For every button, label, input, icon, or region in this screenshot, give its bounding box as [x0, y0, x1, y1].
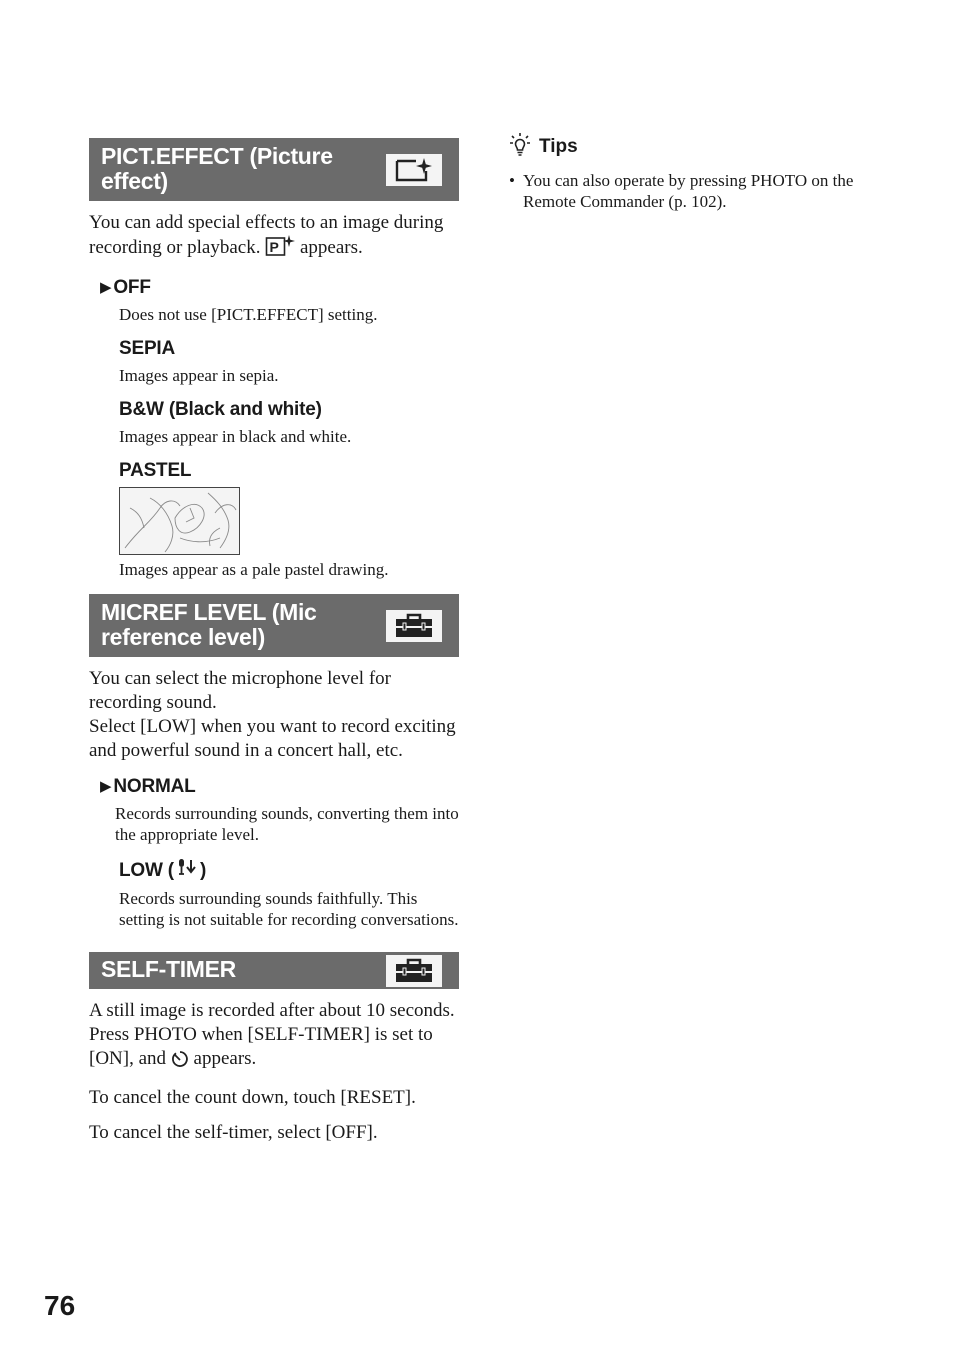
list-item: • You can also operate by pressing PHOTO on the Remote Commander (p. 102). — [509, 170, 869, 212]
option-description: Images appear in sepia. — [119, 366, 279, 385]
lightbulb-icon — [509, 132, 531, 162]
option-label-text: B&W (Black and white) — [119, 399, 322, 420]
micref-header — [89, 594, 459, 657]
option-label-suffix: ) — [199, 859, 207, 881]
tips-title: Tips — [539, 136, 578, 157]
option-label-text: LOW ( — [119, 859, 174, 881]
self-timer-p4: To cancel the self-timer, select [OFF]. — [89, 1122, 378, 1143]
toolbox-icon — [386, 610, 442, 642]
pict-effect-header — [89, 138, 459, 201]
micref-option-normal — [89, 775, 459, 845]
pict-effect-intro-suffix: appears. — [299, 237, 363, 258]
option-label — [100, 337, 459, 361]
self-timer-p3: To cancel the count down, touch [RESET]. — [89, 1087, 416, 1108]
self-timer-icon — [171, 1050, 189, 1075]
left-column — [89, 138, 459, 1145]
pict-effect-inline-icon — [265, 235, 295, 264]
self-timer-header — [89, 952, 459, 989]
pict-effect-title-line2: effect) — [101, 168, 168, 194]
page-number: 76 — [44, 1290, 76, 1321]
option-label-text: OFF — [113, 277, 151, 298]
option-label — [100, 276, 459, 300]
self-timer-p2-suffix: appears. — [193, 1048, 257, 1069]
option-label — [100, 775, 459, 799]
option-label-text: SEPIA — [119, 338, 176, 359]
right-column — [509, 132, 869, 212]
pict-effect-option-pastel — [89, 459, 459, 580]
default-marker-icon: ▶ — [100, 279, 112, 296]
mic-low-icon — [177, 857, 197, 884]
self-timer-p2 — [89, 1023, 459, 1075]
pict-effect-option-bw — [89, 398, 459, 447]
micref-intro-2: Select [LOW] when you want to record exciting and powerful sound in a concert hall, etc. — [89, 716, 456, 761]
option-description: Images appear as a pale pastel drawing. — [119, 560, 389, 579]
toolbox-icon — [386, 955, 442, 987]
tips-header — [509, 132, 869, 162]
option-description: Does not use [PICT.EFFECT] setting. — [119, 305, 378, 324]
svg-text:P: P — [269, 239, 280, 255]
self-timer-p1: A still image is recorded after about 10 seconds. — [89, 1000, 455, 1021]
option-description: Images appear in black and white. — [119, 427, 352, 446]
option-label — [100, 857, 459, 884]
self-timer-title: SELF-TIMER — [101, 956, 236, 982]
micref-option-low — [89, 857, 459, 930]
pict-effect-intro — [89, 211, 459, 264]
self-timer-p2-text: Press PHOTO when [SELF-TIMER] is set to [ON], and — [89, 1024, 433, 1069]
tips-list — [509, 170, 869, 212]
pict-effect-title-line1: PICT.EFFECT (Picture — [101, 143, 333, 169]
pastel-sample-image — [119, 487, 240, 555]
option-description: Records surrounding sounds, converting them into the appropriate level. — [115, 804, 459, 844]
default-marker-icon: ▶ — [100, 778, 112, 795]
pict-effect-intro-text: You can add special effects to an image during recording or playback. — [89, 212, 444, 258]
option-label — [100, 459, 459, 483]
option-label — [100, 398, 459, 422]
pict-effect-option-off — [89, 276, 459, 325]
option-label-text: NORMAL — [113, 776, 196, 797]
picture-effect-icon — [386, 154, 442, 186]
micref-intro-1: You can select the microphone level for recording sound. — [89, 668, 391, 713]
micref-title-line2: reference level) — [101, 624, 265, 650]
micref-title-line1: MICREF LEVEL (Mic — [101, 599, 317, 625]
option-description: Records surrounding sounds faithfully. This setting is not suitable for recording conversations. — [119, 889, 459, 929]
option-label-text: PASTEL — [119, 460, 192, 481]
pict-effect-option-sepia — [89, 337, 459, 386]
